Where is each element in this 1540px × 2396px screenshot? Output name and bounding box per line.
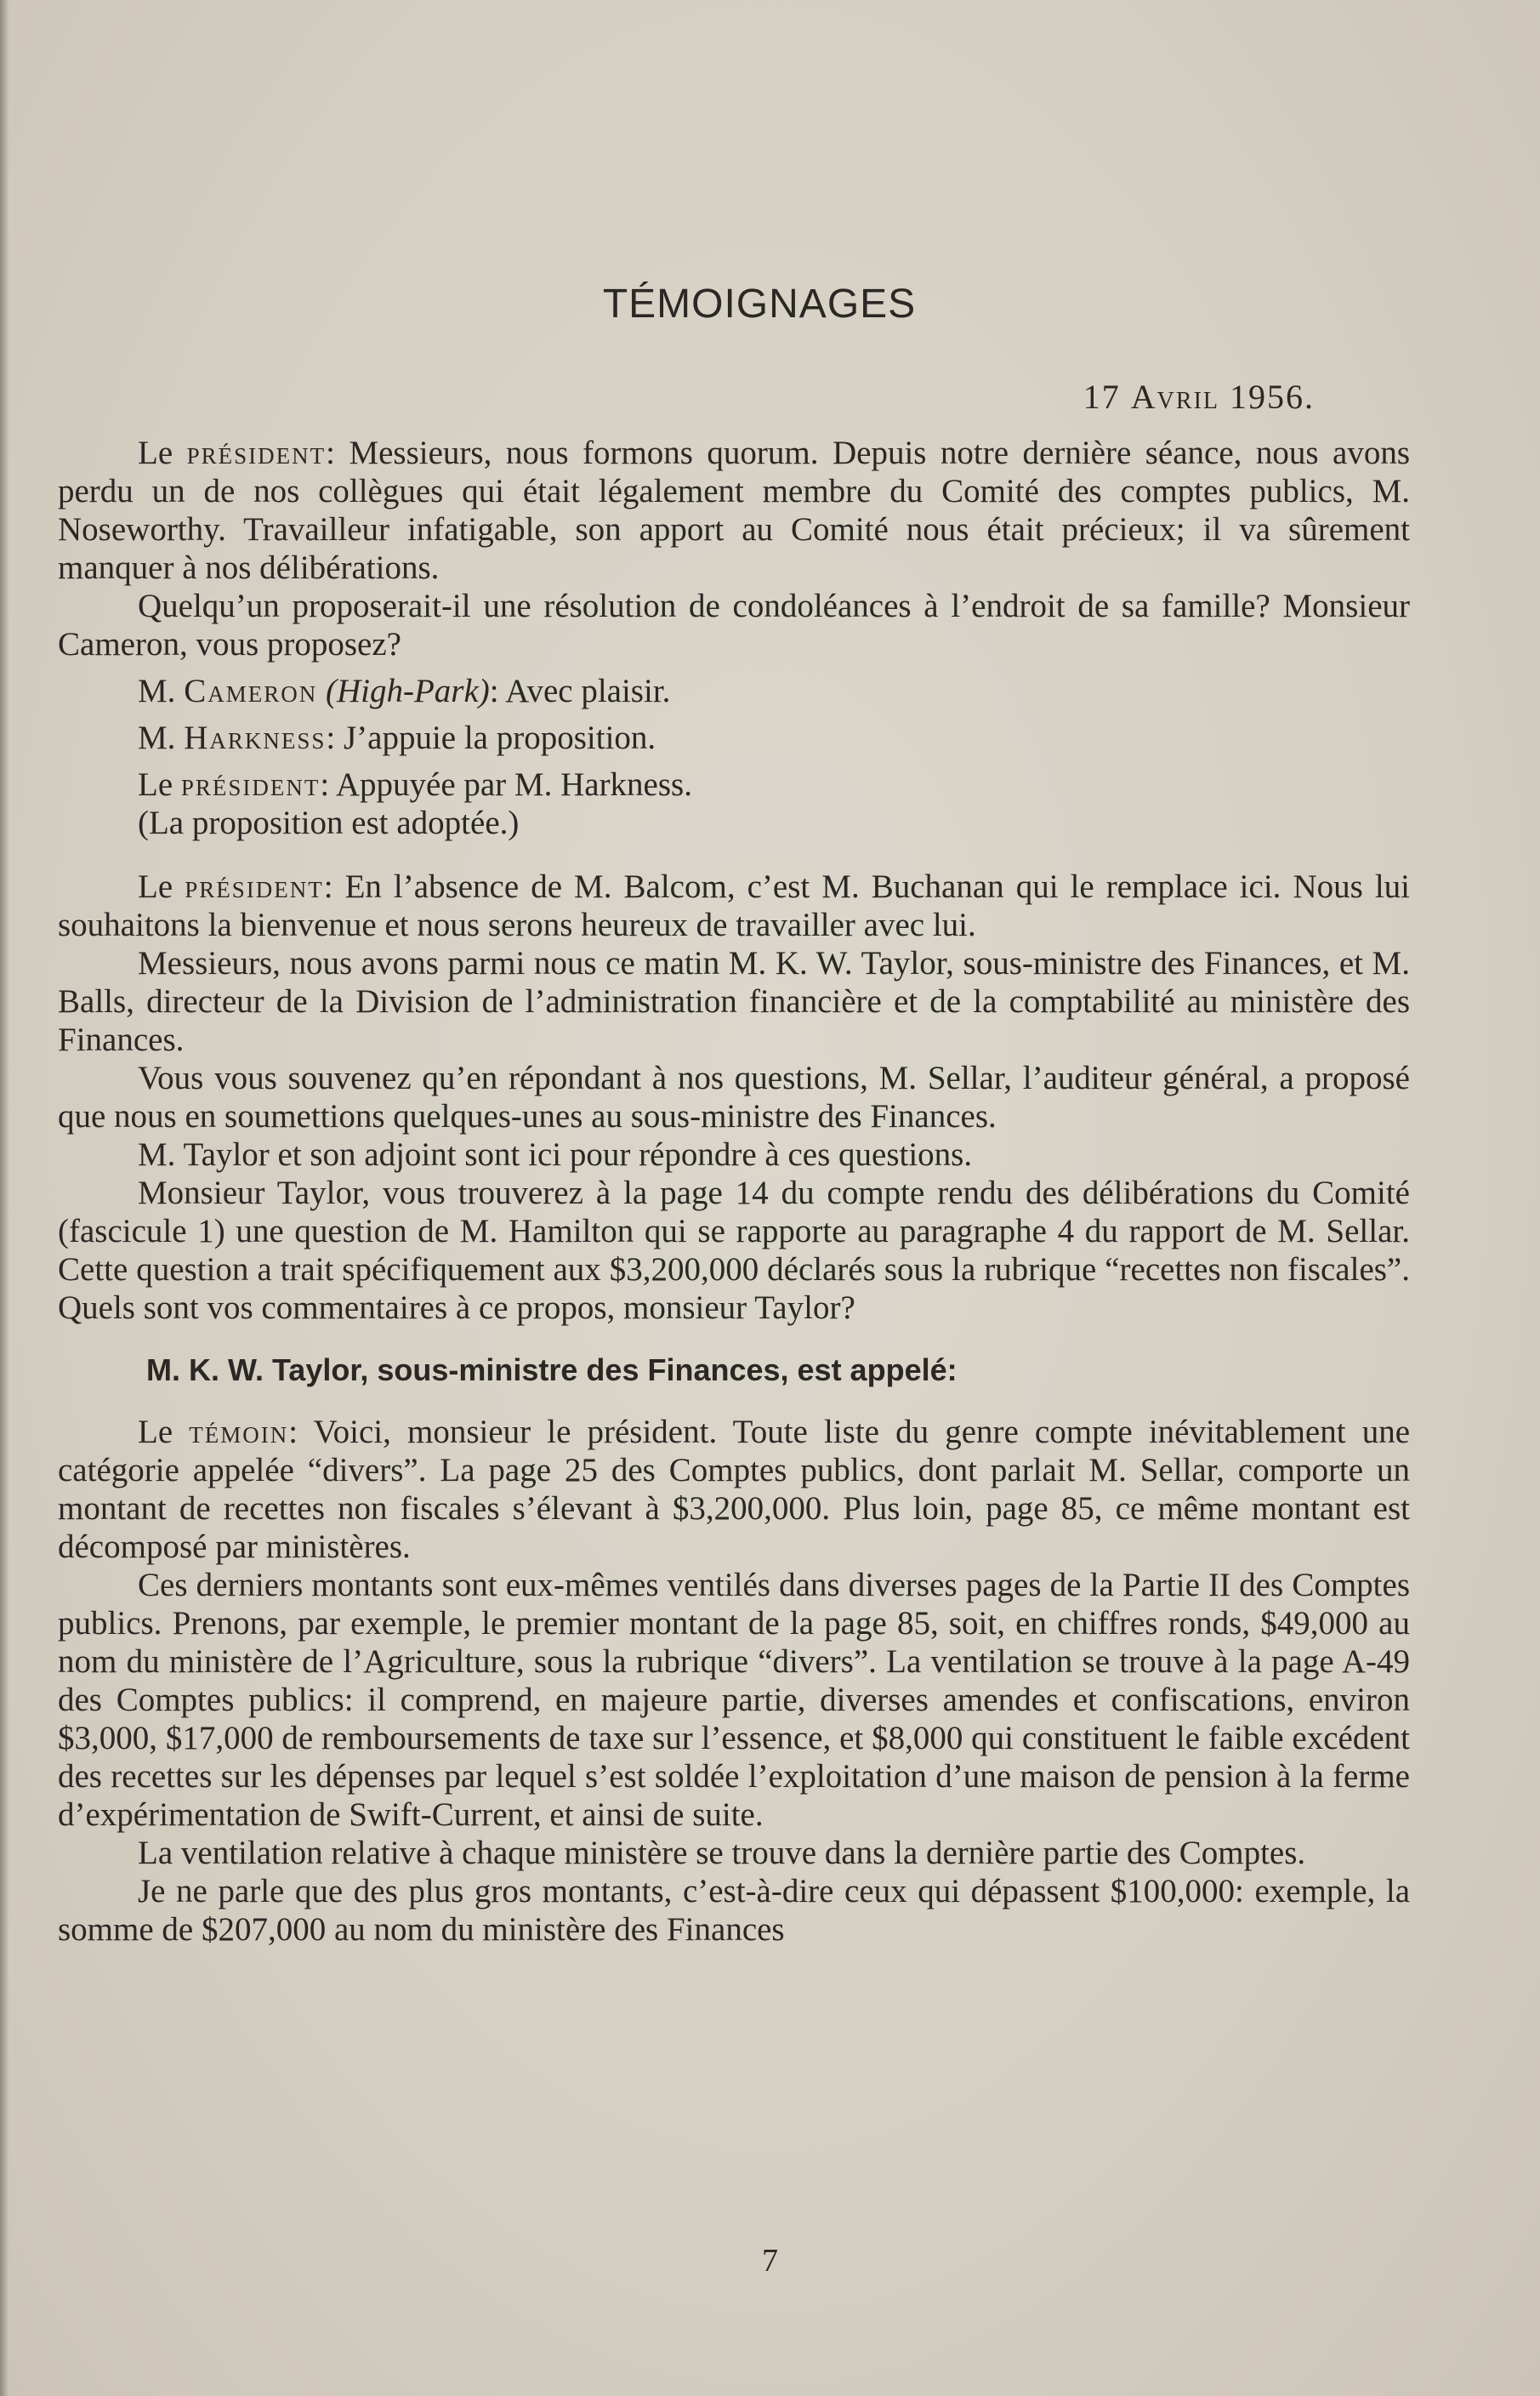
speaker-name: Cameron	[184, 673, 318, 709]
page-title: TÉMOIGNAGES	[602, 282, 917, 327]
paragraph-text: : Avec plaisir.	[489, 673, 671, 709]
paragraph	[58, 1174, 1410, 1327]
paragraph	[58, 868, 1410, 944]
paragraph-text: Vous vous souvenez qu’en répondant à nos questions, M. Sellar, l’auditeur général, a proposé que nous en soumettions quelques-unes au sous-ministre des Finances.	[58, 1060, 1410, 1135]
date-month: Avril	[1130, 378, 1219, 416]
paragraph-text: Quelqu’un proposerait-il une résolution de condoléances à l’endroit de sa famille? Monsieur Cameron, vous proposez?	[58, 588, 1410, 663]
paragraph	[58, 719, 1410, 757]
paragraph-text: : Voici, monsieur le président. Toute liste du genre compte inévitablement une catégorie appelée “divers”. La page 25 des Comptes publics, dont parlait M. Sellar, comporte un montant de recettes non fiscales s’élevant à $3,200,000. Plus loin, page 85, ce même montant est décomposé par ministères.	[58, 1414, 1411, 1565]
paragraph	[58, 1834, 1410, 1872]
page-content	[58, 281, 1410, 1949]
paragraph	[58, 672, 1410, 710]
page-number: 7	[762, 2243, 778, 2279]
speaker-prefix: Le	[138, 1414, 173, 1450]
paragraph	[58, 1413, 1410, 1566]
date-year: 1956.	[1230, 378, 1315, 416]
paragraph	[58, 1872, 1410, 1949]
witness-heading: M. K. W. Taylor, sous-ministre des Finances, est appelé:	[146, 1352, 958, 1387]
speaker-prefix: M.	[138, 720, 176, 756]
paragraph	[58, 587, 1410, 663]
paragraph-text: : En l’absence de M. Balcom, c’est M. Buchanan qui le remplace ici. Nous lui souhaitons la bienvenue et nous serons heureux de travailler avec lui.	[58, 868, 1411, 943]
paragraph-text: Je ne parle que des plus gros montants, c’est-à-dire ceux qui dépassent $100,000: exemple, la somme de $207,000 au nom du ministère des Finances	[58, 1873, 1410, 1948]
speaker-name: président	[185, 868, 324, 905]
speaker-riding: (High-Park)	[317, 673, 490, 709]
paragraph	[58, 804, 1410, 842]
paragraph-text: : Messieurs, nous formons quorum. Depuis notre dernière séance, nous avons perdu un de nos collègues qui était légalement membre du Comité des comptes publics, M. Noseworthy. Travailleur infatigable, son apport au Comité nous était précieux; il va sûrement manquer à nos délibérations.	[58, 435, 1411, 586]
speaker-prefix: Le	[138, 435, 173, 471]
paragraph-text: Ces derniers montants sont eux-mêmes ventilés dans diverses pages de la Partie II des Comptes publics. Prenons, par exemple, le premier montant de la page 85, soit, en chiffres ronds, $49,000 au nom du ministère de l’Agriculture, sous la rubrique “divers”. La ventilation se trouve à la page A-49 des Comptes publics: il comprend, en majeure partie, diverses amendes et confiscations, environ $3,000, $17,000 de remboursements de taxe sur l’essence, et $8,000 qui constituent le faible excédent des recettes sur les dépenses par lequel s’est soldée l’exploitation d’une maison de pension à la ferme d’expérimentation de Swift-Current, et ainsi de suite.	[58, 1567, 1410, 1833]
paragraph	[58, 434, 1410, 587]
speaker-name: président	[186, 435, 327, 471]
speaker-prefix: M.	[138, 673, 176, 709]
session-date	[58, 377, 1315, 417]
speaker-prefix: Le	[138, 868, 173, 905]
paragraph-text: Monsieur Taylor, vous trouverez à la page 14 du compte rendu des délibérations du Comité (fascicule 1) une question de M. Hamilton qui se rapporte au paragraphe 4 du rapport de M. Sellar. Cette question a trait spécifiquement aux $3,200,000 déclarés sous la rubrique “recettes non fiscales”. Quels sont vos commentaires à ce propos, monsieur Taylor?	[58, 1175, 1410, 1326]
date-day: 17	[1083, 378, 1121, 416]
paragraph-text: : J’appuie la proposition.	[326, 720, 656, 756]
page-edge-shadow	[0, 0, 9, 2396]
paragraph-text: M. Taylor et son adjoint sont ici pour répondre à ces questions.	[138, 1136, 973, 1173]
speaker-name: président	[180, 766, 321, 803]
paragraph-text: (La proposition est adoptée.)	[138, 805, 520, 841]
paragraph	[58, 944, 1410, 1059]
paragraph	[58, 1566, 1410, 1834]
paragraph	[58, 1059, 1410, 1135]
paragraph	[58, 765, 1410, 804]
paragraph-text: Messieurs, nous avons parmi nous ce matin M. K. W. Taylor, sous-ministre des Finances, et M. Balls, directeur de la Division de l’administration financière et de la comptabilité au ministère des Finances.	[58, 945, 1410, 1058]
paragraph	[58, 1135, 1410, 1174]
paragraph-text: : Appuyée par M. Harkness.	[320, 766, 692, 803]
speaker-prefix: Le	[138, 766, 173, 803]
paragraph-text: La ventilation relative à chaque ministère se trouve dans la dernière partie des Comptes.	[138, 1835, 1306, 1871]
speaker-name: témoin	[189, 1414, 289, 1450]
speaker-name: Harkness	[184, 720, 327, 756]
